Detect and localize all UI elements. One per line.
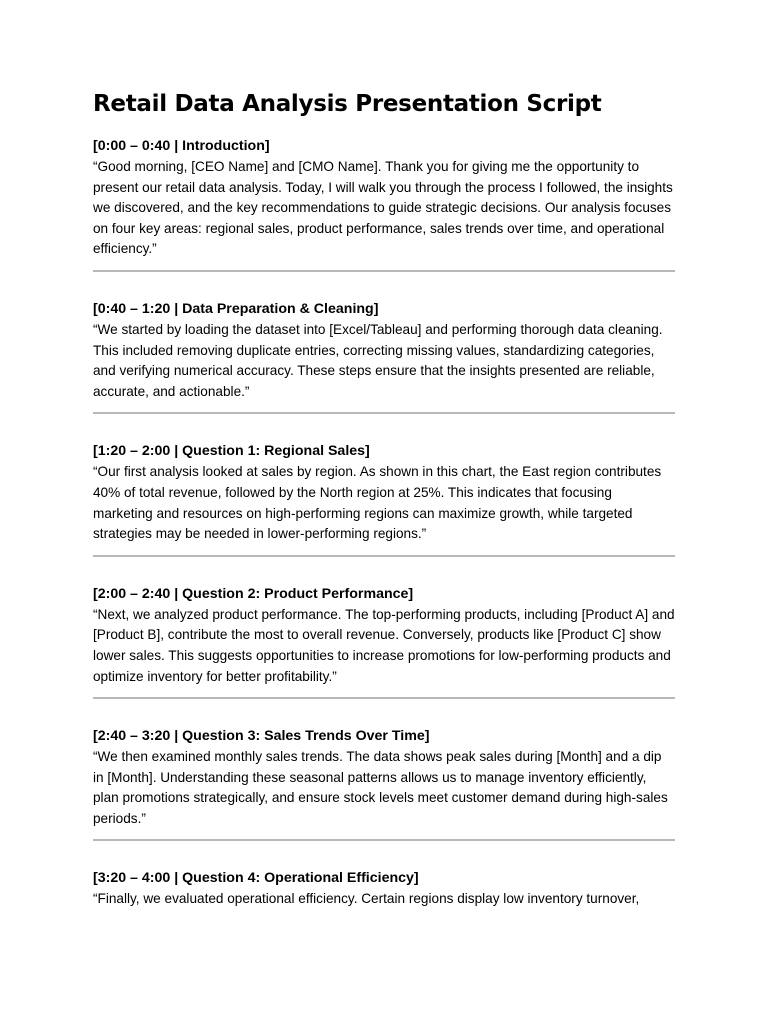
section-heading: [2:00 – 2:40 | Question 2: Product Performance] <box>93 585 414 602</box>
section-regional-sales <box>93 441 675 544</box>
section-body: “We started by loading the dataset into [Excel/Tableau] and performing thorough data cleaning. This included removing duplicate entries, correcting missing values, standardizing categories, and verifying numerical accuracy. These steps ensure that the insights presented are reliable, accurate, and actionable.” <box>93 321 663 399</box>
section-data-preparation <box>93 299 675 402</box>
section-divider <box>93 839 675 841</box>
section-sales-trends <box>93 726 675 829</box>
section-body: “Our first analysis looked at sales by region. As shown in this chart, the East region contributes 40% of total revenue, followed by the North region at 25%. This indicates that focusing marketing and resources on high-performing regions can maximize growth, while targeted strategies may be needed in lower-performing regions.” <box>93 464 662 542</box>
section-divider <box>93 555 675 557</box>
section-heading: [2:40 – 3:20 | Question 3: Sales Trends Over Time] <box>93 728 430 745</box>
section-divider <box>93 412 675 414</box>
section-body: “Next, we analyzed product performance. The top-performing products, including [Product A] and [Product B], contribute the most to overall revenue. Conversely, products like [Product C] show lower sales. This suggests opportunities to increase promotions for low-performing products and optimize inventory for better profitability.” <box>93 606 675 684</box>
section-heading: [1:20 – 2:00 | Question 1: Regional Sales] <box>93 443 370 460</box>
section-body: “Good morning, [CEO Name] and [CMO Name]. Thank you for giving me the opportunity to present our retail data analysis. Today, I will walk you through the process I followed, the insights we discovered, and the key recommendations to guide strategic decisions. Our analysis focuses on four key areas: regional sales, product performance, sales trends over time, and operational efficiency.” <box>93 159 673 257</box>
section-product-performance <box>93 584 675 687</box>
document-title: Retail Data Analysis Presentation Script <box>93 91 602 117</box>
section-heading: [0:00 – 0:40 | Introduction] <box>93 138 270 154</box>
section-heading: [0:40 – 1:20 | Data Preparation & Cleaning] <box>93 300 379 317</box>
section-introduction <box>93 136 675 260</box>
document-page <box>93 88 675 910</box>
section-divider <box>93 697 675 699</box>
section-operational-efficiency <box>93 868 675 910</box>
section-heading: [3:20 – 4:00 | Question 4: Operational Efficiency] <box>93 870 419 887</box>
section-divider <box>93 270 675 272</box>
section-body: “We then examined monthly sales trends. The data shows peak sales during [Month] and a dip in [Month]. Understanding these seasonal patterns allows us to manage inventory efficiently, plan promotions strategically, and ensure stock levels meet customer demand during high-sales periods.” <box>93 749 668 826</box>
section-body: “Finally, we evaluated operational efficiency. Certain regions display low inventory turnover, <box>93 891 640 907</box>
